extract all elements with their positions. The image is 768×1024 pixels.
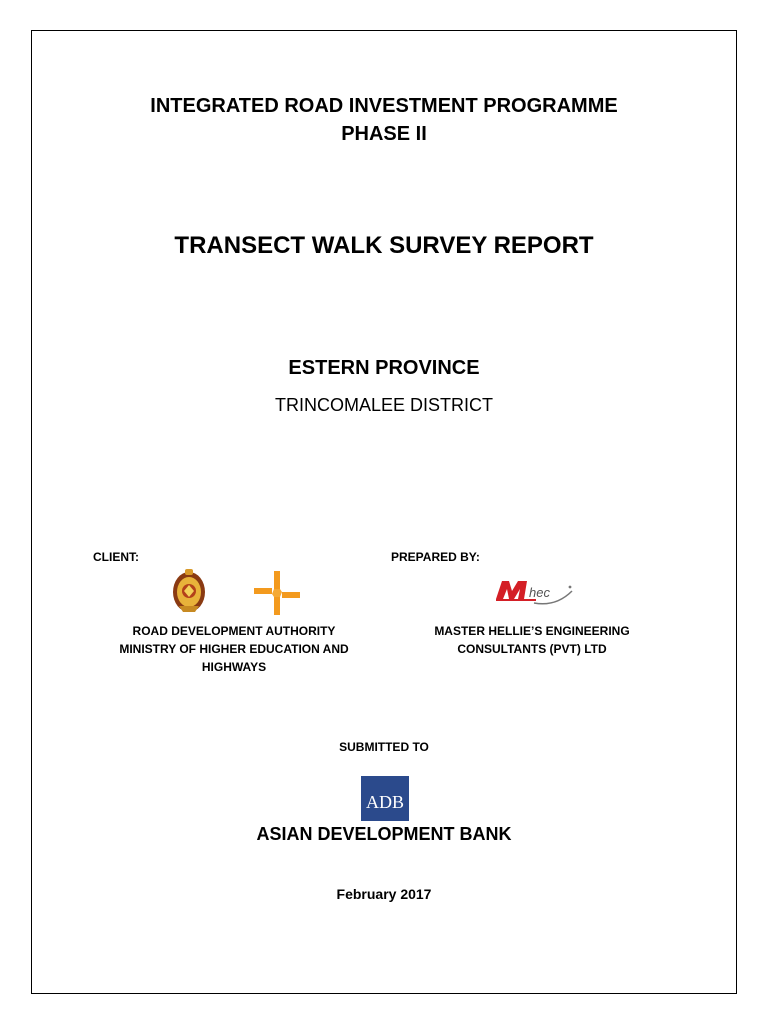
adb-logo-text: ADB <box>365 792 404 812</box>
report-title: TRANSECT WALK SURVEY REPORT <box>174 232 594 259</box>
prepared-org-line2: CONSULTANTS (PVT) LTD <box>457 642 607 656</box>
prepared-by-label: PREPARED BY: <box>391 550 480 564</box>
programme-title-line1: INTEGRATED ROAD INVESTMENT PROGRAMME <box>150 95 618 117</box>
prepared-by-organization <box>404 622 660 658</box>
page-border <box>31 30 737 994</box>
client-org-line1: ROAD DEVELOPMENT AUTHORITY <box>132 624 336 638</box>
client-org-line2: MINISTRY OF HIGHER EDUCATION AND <box>119 642 349 656</box>
mhec-logo-icon <box>494 577 576 609</box>
client-label: CLIENT: <box>93 550 139 564</box>
sri-lanka-emblem-icon <box>171 566 207 614</box>
report-date: February 2017 <box>336 886 432 902</box>
client-organization <box>103 622 365 676</box>
province: ESTERN PROVINCE <box>288 357 480 379</box>
programme-title-line2: PHASE II <box>341 123 427 145</box>
district: TRINCOMALEE DISTRICT <box>274 395 493 415</box>
client-org-line3: HIGHWAYS <box>201 660 267 674</box>
programme-title <box>0 92 768 148</box>
adb-logo-icon <box>361 776 409 821</box>
mhec-logo-text: hec <box>529 585 550 600</box>
adb-name: ASIAN DEVELOPMENT BANK <box>256 824 512 844</box>
prepared-org-line1: MASTER HELLIE’S ENGINEERING <box>434 624 630 638</box>
submitted-to-label: SUBMITTED TO <box>339 740 429 754</box>
rda-logo-icon <box>254 571 300 615</box>
